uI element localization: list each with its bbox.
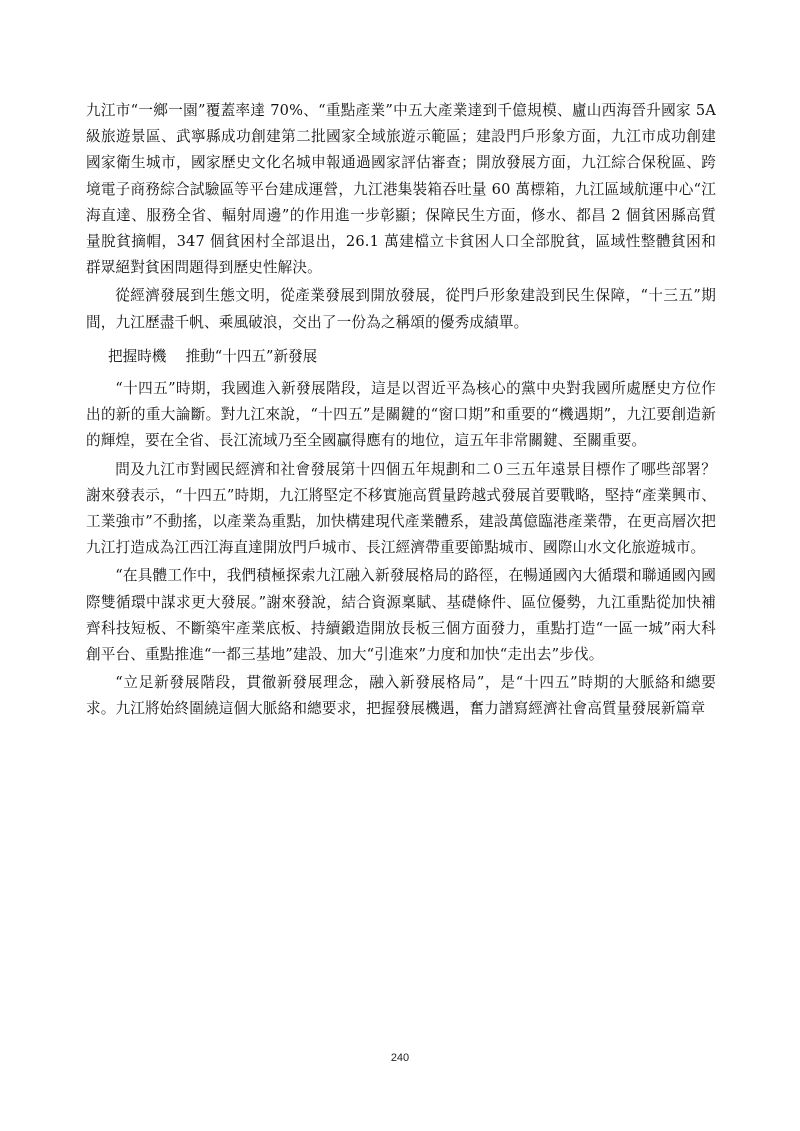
page-number: 240 [390, 1052, 410, 1064]
paragraph-6: “立足新發展階段，貫徹新發展理念，融入新發展格局”，是“十四五”時期的大脈絡和總要求。九江將始終圍繞這個大脈絡和總要求，把握發展機遇，奮力譜寫經濟社會高質量發展新篇章 [86, 674, 716, 718]
section-heading: 把握時機 推動“十四五”新發展 [108, 347, 318, 365]
paragraph-3: “十四五”時期，我國進入新發展階段，這是以習近平為核心的黨中央對我國所處歷史方位作出的新的重大論斷。對九江來說，“十四五”是關鍵的“窗口期”和重要的“機遇期”，九江要創造新的輝煌，要在全省、長江流域乃至全國贏得應有的地位，這五年非常關鍵、至關重要。 [86, 380, 716, 450]
paragraph-5: “在具體工作中，我們積極探索九江融入新發展格局的路徑，在暢通國內大循環和聯通國內國際雙循環中謀求更大發展。”謝來發說，結合資源稟賦、基礎條件、區位優勢，九江重點從加快補齊科技短板、不斷築牢產業底板、持續鍛造開放長板三個方面發力，重點打造“一區一城”兩大科創平台、重點推進“一都三基地”建設、加大“引進來”力度和加快“走出去”步伐。 [86, 567, 716, 664]
paragraph-2: 從經濟發展到生態文明，從產業發展到開放發展，從門戶形象建設到民生保障，“十三五”期間，九江歷盡千帆、乘風破浪，交出了一份為之稱頌的優秀成績單。 [86, 287, 716, 331]
paragraph-4: 問及九江市對國民經濟和社會發展第十四個五年規劃和二０三五年遠景目標作了哪些部署？謝來發表示，“十四五”時期，九江將堅定不移實施高質量跨越式發展首要戰略，堅持“產業興市、工業強市”不動搖，以產業為重點，加快構建現代產業體系，建設萬億臨港產業帶，在更高層次把九江打造成為江西江海直達開放門戶城市、長江經濟帶重要節點城市、國際山水文化旅遊城市。 [86, 460, 716, 557]
paragraph-1: 九江市“一鄉一園”覆蓋率達 70%、“重點產業”中五大產業達到千億規模、廬山西海晉升國家 5A 級旅遊景區、武寧縣成功創建第二批國家全域旅遊示範區；建設門戶形象方面，九江市成功創建國家衛生城市，國家歷史文化名城申報通過國家評估審查；開放發展方面，九江綜合保稅區、跨境電子商務綜合試驗區等平台建成運營，九江港集裝箱吞吐量 60 萬標箱，九江區域航運中心“江海直達、服務全省、輻射周邊”的作用進一步彰顯；保障民生方面，修水、都昌 2 個貧困縣高質量脫貧摘帽，347 個貧困村全部退出，26.1 萬建檔立卡貧困人口全部脫貧，區域性整體貧困和群眾絕對貧困問題得到歷史性解決。 [86, 102, 716, 277]
document-body [86, 98, 716, 723]
